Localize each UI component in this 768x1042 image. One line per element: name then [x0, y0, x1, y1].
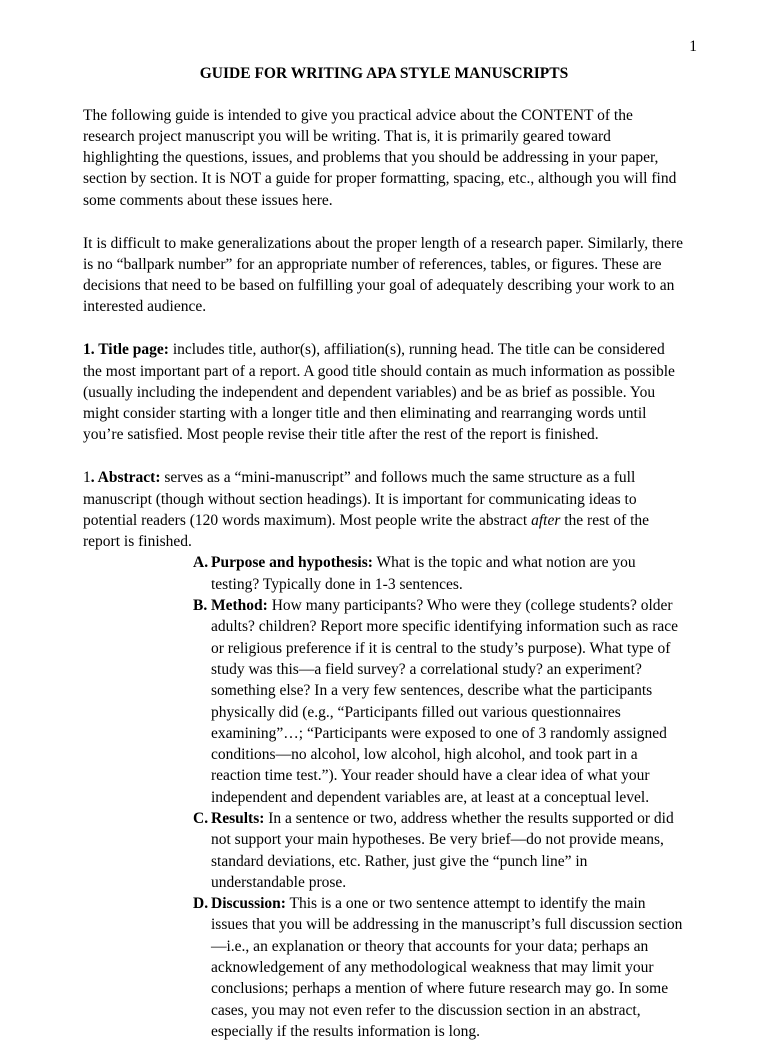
- document-title: GUIDE FOR WRITING APA STYLE MANUSCRIPTS: [199, 65, 569, 83]
- item-title: Results:: [211, 810, 265, 827]
- item-title: Purpose and hypothesis:: [211, 554, 373, 572]
- title-page-label: 1. Title page:: [83, 341, 169, 359]
- title-page-section: [83, 339, 685, 445]
- abstract-text-after: the rest of the report is finished.: [83, 511, 650, 551]
- abstract-text-before: serves as a “mini-manuscript” and follows much the same structure as a full manuscript (though without section headings). It is important for communicating ideas to potential readers (120 words maximum). Most people write the abstract: [83, 469, 637, 529]
- list-item: [193, 552, 685, 595]
- abstract-items-list: [83, 552, 685, 1042]
- abstract-emphasis: after: [531, 511, 561, 529]
- intro-paragraph-1: The following guide is intended to give you practical advice about the CONTENT of the research project manuscript you will be writing. That is, it is primarily geared toward highlighting the questions, issues, and problems that you should be addressing in your paper, section by section. It is NOT a guide for proper formatting, spacing, etc., although you will find some comments about these issues here.: [83, 106, 677, 209]
- item-letter: B.: [193, 597, 208, 615]
- list-item: [193, 595, 685, 808]
- list-item: [193, 808, 685, 893]
- item-letter: A.: [193, 554, 209, 572]
- item-text: In a sentence or two, address whether the results supported or did not support your main hypotheses. Be very brief—do not provide means, standard deviations, etc. Rather, just give the “punch line” in understandable prose.: [211, 810, 674, 891]
- item-text: This is a one or two sentence attempt to identify the main issues that you will be addressing in the manuscript’s full discussion section—i.e., an explanation or theory that accounts for your data; perhaps an acknowledgement of any methodological weakness that may limit your conclusions; perhaps a mention of where future research may go. In some cases, you may not even refer to the discussion section in an abstract, especially if the results information is long.: [211, 895, 683, 1040]
- intro-paragraph-2: It is difficult to make generalizations about the proper length of a research paper. Similarly, there is no “ballpark number” for an appropriate number of references, tables, or figures. These are decisions that need to be based on fulfilling your goal of adequately describing your work to an interested audience.: [83, 234, 683, 316]
- abstract-number: 1: [83, 469, 91, 487]
- item-text: How many participants? Who were they (college students? older adults? children? Report more specific identifying information such as race or religious preference if it is central to the study’s purpose). What type of study was this—a field survey? a correlational study? an experiment? something else? In a very few sentences, describe what the participants physically did (e.g., “Participants filled out various questionnaires examining”…; “Participants were exposed to one of 3 randomly assigned conditions—no alcohol, low alcohol, high alcohol, and took part in a reaction time test.”). Your reader should have a clear idea of what your independent and dependent variables are, at least at a conceptual level.: [211, 597, 678, 806]
- item-title: Method:: [211, 597, 268, 615]
- item-text: What is the topic and what notion are you testing? Typically done in 1-3 sentences.: [211, 554, 636, 593]
- list-item: [193, 893, 685, 1042]
- abstract-intro: [83, 467, 685, 552]
- title-page-text: includes title, author(s), affiliation(s), running head. The title can be considered the most important part of a report. A good title should contain as much information as possible (usually including the independent and dependent variables) and be as brief as possible. You might consider starting with a longer title and then eliminating and rearranging words until you’re satisfied. Most people revise their title after the rest of the report is finished.: [83, 341, 675, 444]
- abstract-label: . Abstract:: [90, 469, 161, 487]
- item-letter: D.: [193, 895, 209, 913]
- item-title: Discussion:: [211, 895, 286, 913]
- page-number: 1: [689, 38, 697, 55]
- abstract-section: [83, 467, 685, 1042]
- item-letter: C.: [193, 810, 209, 827]
